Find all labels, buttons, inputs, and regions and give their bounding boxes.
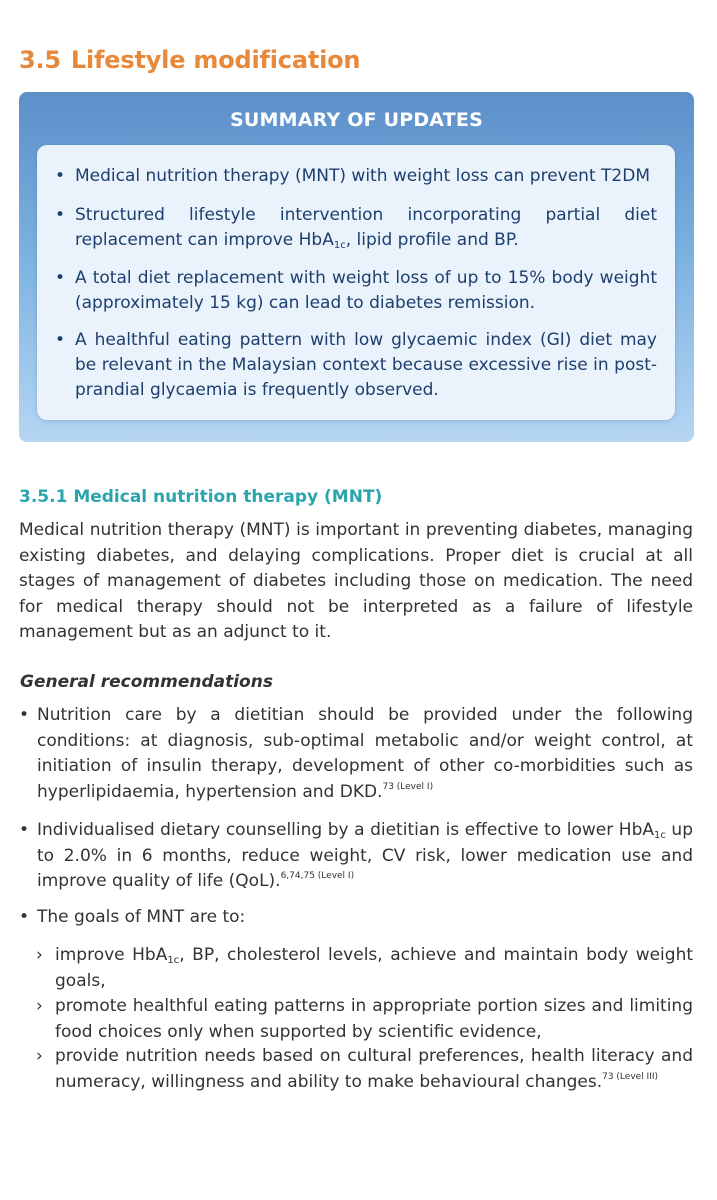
summary-item bbox=[55, 203, 657, 253]
goal-item bbox=[36, 943, 693, 994]
recommendation-text: The goals of MNT are to: bbox=[37, 907, 246, 927]
section-title-text: Lifestyle modification bbox=[70, 46, 361, 74]
bullet-icon: • bbox=[19, 907, 30, 927]
bullet-icon: • bbox=[55, 268, 66, 288]
subsection-paragraph: Medical nutrition therapy (MNT) is important in preventing diabetes, managing existing diabetes, and delaying complications. Proper diet is crucial at all stages of management of diabetes including those on medication. The need for medical therapy should not be interpreted as a failure of lifestyle management but as an adjunct to it. bbox=[19, 520, 693, 642]
bullet-icon: • bbox=[55, 330, 66, 350]
summary-item bbox=[55, 266, 657, 316]
summary-item bbox=[55, 164, 657, 189]
bullet-icon: • bbox=[19, 705, 30, 725]
bullet-icon: • bbox=[55, 205, 66, 225]
recommendation-item bbox=[19, 703, 693, 805]
summary-heading: SUMMARY OF UPDATES bbox=[230, 109, 483, 131]
summary-list bbox=[37, 145, 675, 420]
summary-item-text: A healthful eating pattern with low glycaemic index (GI) diet may be relevant in the Malaysian context because excessive rise in post-prandial glycaemia is frequently observed. bbox=[75, 330, 657, 400]
goal-text: promote healthful eating patterns in appropriate portion sizes and limiting food choices only when supported by scientific evidence, bbox=[55, 996, 693, 1042]
subscript: 1c bbox=[333, 240, 346, 251]
recommendation-text: Nutrition care by a dietitian should be provided under the following conditions: at diagnosis, sub-optimal metabolic and/or weight control, at initiation of insulin therapy, development of other co-morbidities such as hyperlipidaemia, hypertension and DKD.$^{73 (Level I)}$ bbox=[37, 705, 693, 802]
reference-citation: 6,74,75 (Level I) bbox=[280, 871, 355, 881]
goal-text: provide nutrition needs based on cultural preferences, health literacy and numeracy, willingness and ability to make behavioural changes.$^{73 (Level III)}$ bbox=[55, 1046, 693, 1092]
section-number: 3.5 bbox=[19, 46, 61, 74]
goal-item bbox=[36, 1044, 693, 1095]
chevron-right-icon: › bbox=[36, 1046, 43, 1066]
summary-item-text: Structured lifestyle intervention incorporating partial diet replacement can improve HbA$_{1c}$, lipid profile and BP. bbox=[75, 205, 657, 251]
summary-item-text: Medical nutrition therapy (MNT) with weight loss can prevent T2DM bbox=[75, 166, 650, 186]
bullet-icon: • bbox=[55, 166, 66, 186]
goal-item bbox=[36, 994, 693, 1045]
reference-citation: 73 (Level I) bbox=[382, 781, 434, 792]
goal-text: improve HbA$_{1c}$, BP, cholesterol levels, achieve and maintain body weight goals, bbox=[55, 945, 694, 991]
recommendation-item bbox=[19, 905, 693, 931]
chevron-right-icon: › bbox=[36, 996, 43, 1016]
recommendation-item bbox=[19, 818, 693, 895]
bullet-icon: • bbox=[19, 820, 30, 840]
general-recommendations-title: General recommendations bbox=[20, 672, 273, 692]
subsection-title: 3.5.1 Medical nutrition therapy (MNT) bbox=[19, 487, 383, 507]
summary-item-text: A total diet replacement with weight loss of up to 15% body weight (approximately 15 kg) can lead to diabetes remission. bbox=[75, 268, 657, 313]
reference-citation: 73 (Level III) bbox=[602, 1071, 659, 1082]
section-title bbox=[19, 46, 360, 74]
recommendation-text: Individualised dietary counselling by a dietitian is effective to lower HbA$_{1c}$ up to 2.0% in 6 months, reduce weight, CV risk, lower medication use and improve quality of life (QoL).$^{6,74,75 (Level I)}$ bbox=[37, 820, 693, 891]
subscript: 1c bbox=[167, 955, 180, 966]
chevron-right-icon: › bbox=[36, 945, 43, 965]
subscript: 1c bbox=[654, 830, 666, 841]
summary-item bbox=[55, 328, 657, 403]
summary-box bbox=[19, 92, 694, 442]
